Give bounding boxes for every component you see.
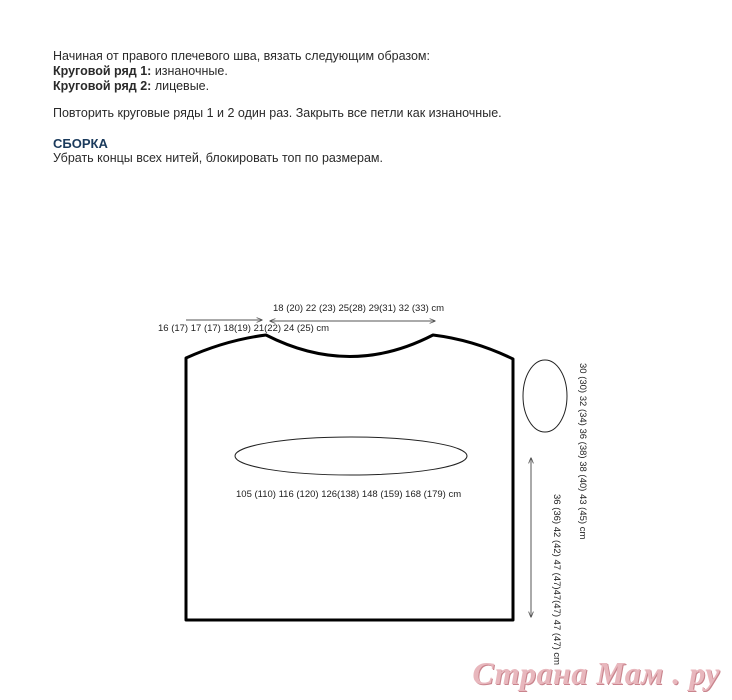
chest-width-label: 105 (110) 116 (120) 126(138) 148 (159) 168 (179) cm <box>236 489 462 500</box>
garment-outline <box>186 335 513 620</box>
body-length-label <box>551 494 562 665</box>
body-length-text: 36 (36) 42 (42) 47 (47)47(47) 47 (47) cm <box>551 494 562 666</box>
round-row-2-label: Круговой ряд 2: <box>53 79 152 93</box>
armhole-depth-text: 30 (30) 32 (34) 36 (38) 38 (40) 43 (45) cm <box>577 363 588 540</box>
repeat-text: Повторить круговые ряды 1 и 2 один раз. Закрыть все петли как изнаночные. <box>53 106 502 120</box>
intro-text: Начиная от правого плечевого шва, вязать следующим образом: <box>53 49 431 63</box>
armhole-oval <box>523 360 567 432</box>
round-row-1-label: Круговой ряд 1: <box>53 64 152 78</box>
chest-oval <box>235 437 467 475</box>
assembly-heading: СБОРКА <box>53 136 108 151</box>
round-row-2-text: лицевые. <box>154 79 210 93</box>
armhole-depth-label <box>577 363 588 539</box>
site-watermark: Страна Мам . ру <box>472 655 720 691</box>
neck-width-label: 18 (20) 22 (23) 25(28) 29(31) 32 (33) cm <box>273 303 445 314</box>
assembly-text: Убрать концы всех нитей, блокировать топ по размерам. <box>53 151 383 165</box>
shoulder-width-label: 16 (17) 17 (17) 18(19) 21(22) 24 (25) cm <box>158 323 330 334</box>
round-row-1-text: изнаночные. <box>154 64 228 78</box>
